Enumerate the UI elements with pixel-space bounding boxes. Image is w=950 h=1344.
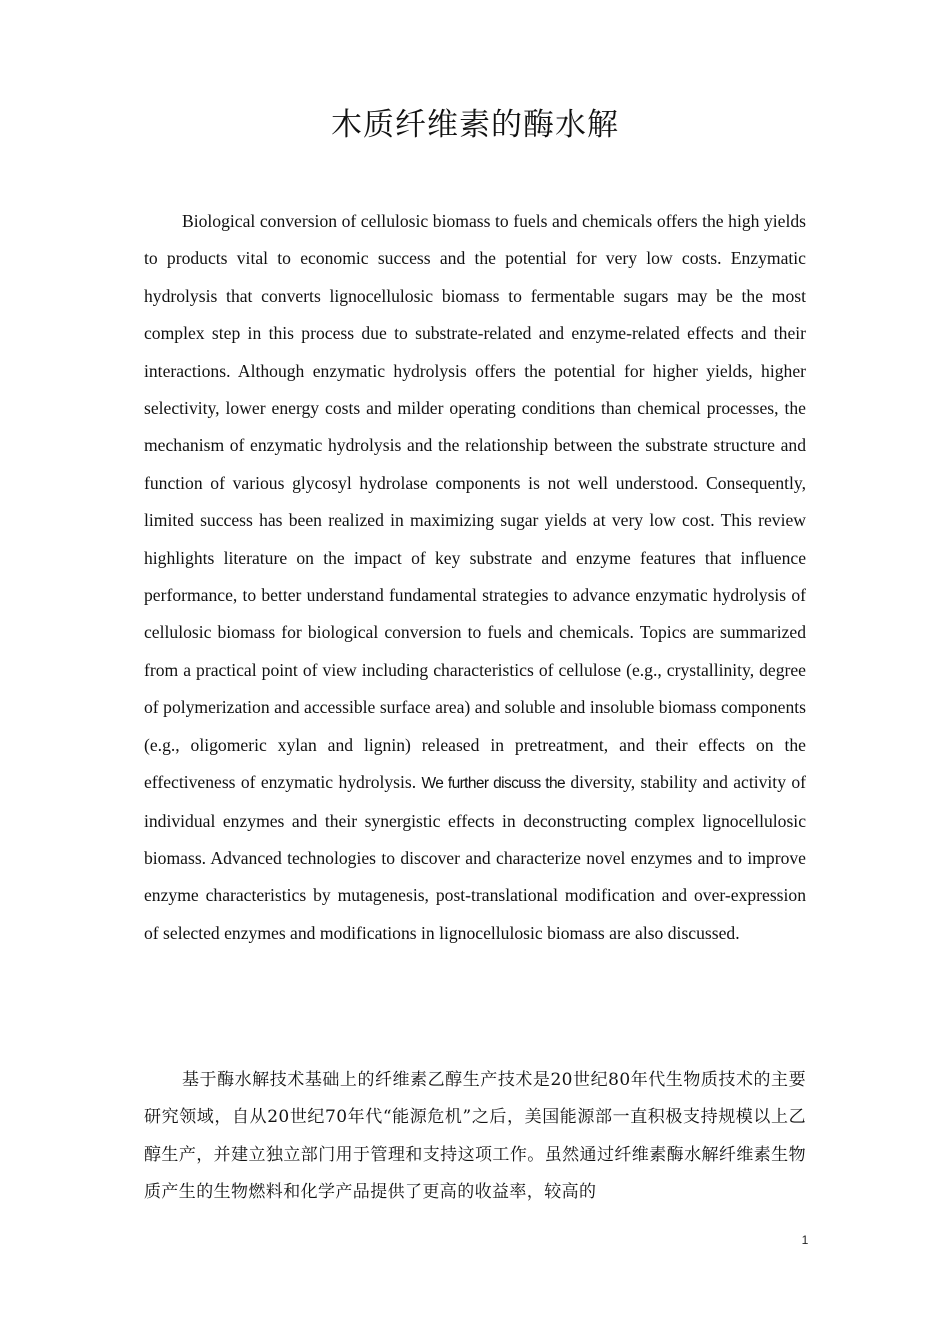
- body-paragraph-chinese: 基于酶水解技术基础上的纤维素乙醇生产技术是20世纪80年代生物质技术的主要研究领域，自从20世纪70年代“能源危机”之后，美国能源部一直积极支持规模以上乙醇生产，并建立独立部门用于管理和支持这项工作。虽然通过纤维素酶水解纤维素生物质产生的生物燃料和化学产品提供了更高的收益率，较高的: [144, 1070, 806, 1203]
- document-title: 木质纤维素的酶水解: [331, 107, 619, 143]
- abstract-text-part-1: Biological conversion of cellulosic biomass to fuels and chemicals offers the high yields to products vital to economic success and the potential for very low costs. Enzymatic hydrolysis that converts lignocellulosic biomass to fermentable sugars may be the most complex step in this process due to substrate-related and enzyme-related effects and their interactions. Although enzymatic hydrolysis offers the potential for higher yields, higher selectivity, lower energy costs and milder operating conditions than chemical processes, the mechanism of enzymatic hydrolysis and the relationship between the substrate structure and function of various glycosyl hydrolase components is not well understood. Consequently, limited success has been realized in maximizing sugar yields at very low cost. This review highlights literature on the impact of key substrate and enzyme features that influence performance, to better understand fundamental strategies to advance enzymatic hydrolysis of cellulosic biomass for biological conversion to fuels and chemicals. Topics are summarized from a practical point of view including characteristics of cellulose (e.g., crystallinity, degree of polymerization and accessible surface area) and soluble and insoluble biomass components (e.g., oligomeric xylan and lignin) released in pretreatment, and their effects on the effectiveness of enzymatic hydrolysis.: [144, 211, 806, 793]
- page-number: 1: [801, 1233, 809, 1247]
- abstract-paragraph-english: [144, 203, 806, 952]
- abstract-text-part-2: diversity, stability and activity of individual enzymes and their synergistic effects in deconstructing complex lignocellulosic biomass. Advanced technologies to discover and characterize novel enzymes and to improve enzyme characteristics by mutagenesis, post-translational modification and over-expression of selected enzymes and modifications in lignocellulosic biomass are also discussed.: [144, 772, 806, 943]
- abstract-text-condensed: We further discuss the: [421, 775, 565, 793]
